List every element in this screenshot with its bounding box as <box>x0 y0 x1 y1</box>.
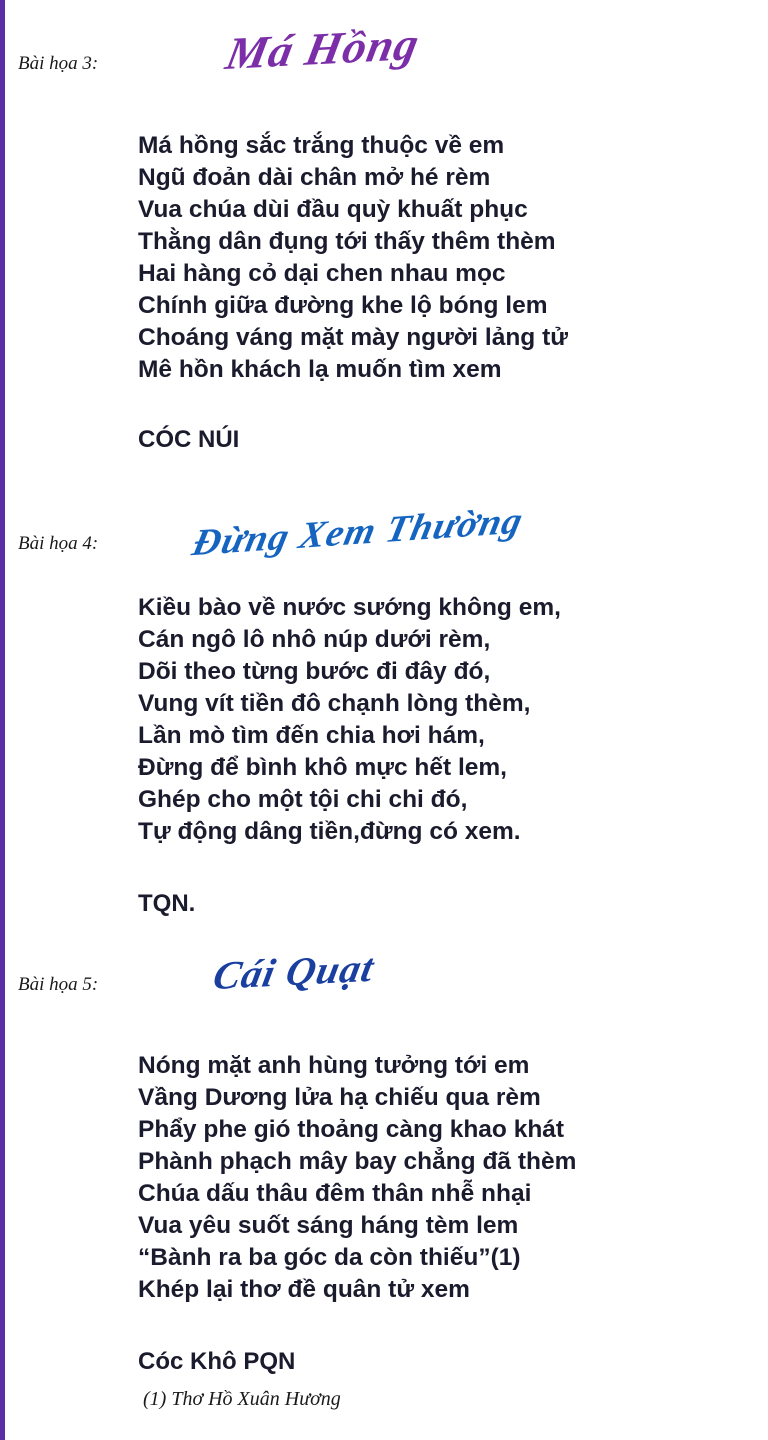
poem-line: Vung vít tiền đô chạnh lòng thèm, <box>138 690 531 717</box>
poem-line: Hai hàng cỏ dại chen nhau mọc <box>138 260 506 287</box>
poem-line: Lần mò tìm đến chia hơi hám, <box>138 722 485 749</box>
poem-line: Ngũ đoản dài chân mở hé rèm <box>138 164 491 191</box>
poem-line: Vầng Dương lửa hạ chiếu qua rèm <box>138 1084 541 1111</box>
poem-line: Đừng để bình khô mực hết lem, <box>138 754 507 781</box>
poem-signature-1: CÓC NÚI <box>138 426 240 453</box>
poem-body-3 <box>138 1050 576 1306</box>
section-label-1: Bài họa 3: <box>18 53 99 74</box>
poem-line: Dõi theo từng bước đi đây đó, <box>138 658 491 685</box>
poem-line: Má hồng sắc trắng thuộc về em <box>138 132 505 159</box>
poem-line: Nóng mặt anh hùng tưởng tới em <box>138 1052 530 1079</box>
poem-line: “Bành ra ba góc da còn thiếu”(1) <box>138 1244 521 1271</box>
poem-line: Chính giữa đường khe lộ bóng lem <box>138 292 548 319</box>
poem-line: Ghép cho một tội chi chi đó, <box>138 786 468 813</box>
poem-line: Phành phạch mây bay chẳng đã thèm <box>138 1148 577 1175</box>
poem-line: Khép lại thơ đề quân tử xem <box>138 1276 470 1303</box>
section-title-2: Đừng Xem Thường <box>188 499 528 565</box>
poem-signature-3: Cóc Khô PQN <box>138 1348 296 1375</box>
section-title-1: Má Hồng <box>221 18 424 79</box>
poem-body-2 <box>138 592 561 848</box>
section-label-3: Bài họa 5: <box>18 974 99 995</box>
poem-signature-2: TQN. <box>138 890 196 917</box>
poem-line: Phẩy phe gió thoảng càng khao khát <box>138 1116 565 1143</box>
poem-body-1 <box>138 130 568 386</box>
poem-line: Kiều bào về nước sướng không em, <box>138 594 561 621</box>
section-label-2: Bài họa 4: <box>18 533 99 554</box>
poem-line: Choáng váng mặt mày người lảng tử <box>138 324 568 351</box>
poem-line: Thằng dân đụng tới thấy thêm thèm <box>138 228 556 255</box>
poem-line: Chúa dấu thâu đêm thân nhễ nhại <box>138 1180 532 1207</box>
poem-line: Tự động dâng tiền,đừng có xem. <box>138 818 521 845</box>
left-border-accent <box>0 0 5 1440</box>
section-title-3: Cái Quạt <box>209 944 379 999</box>
poem-line: Mê hồn khách lạ muốn tìm xem <box>138 356 502 383</box>
poem-line: Vua yêu suốt sáng háng tèm lem <box>138 1212 519 1239</box>
footnote-1: (1) Thơ Hồ Xuân Hương <box>143 1388 341 1410</box>
poem-line: Cán ngô lô nhô núp dưới rèm, <box>138 626 491 653</box>
poem-line: Vua chúa dùi đầu quỳ khuất phục <box>138 196 528 223</box>
